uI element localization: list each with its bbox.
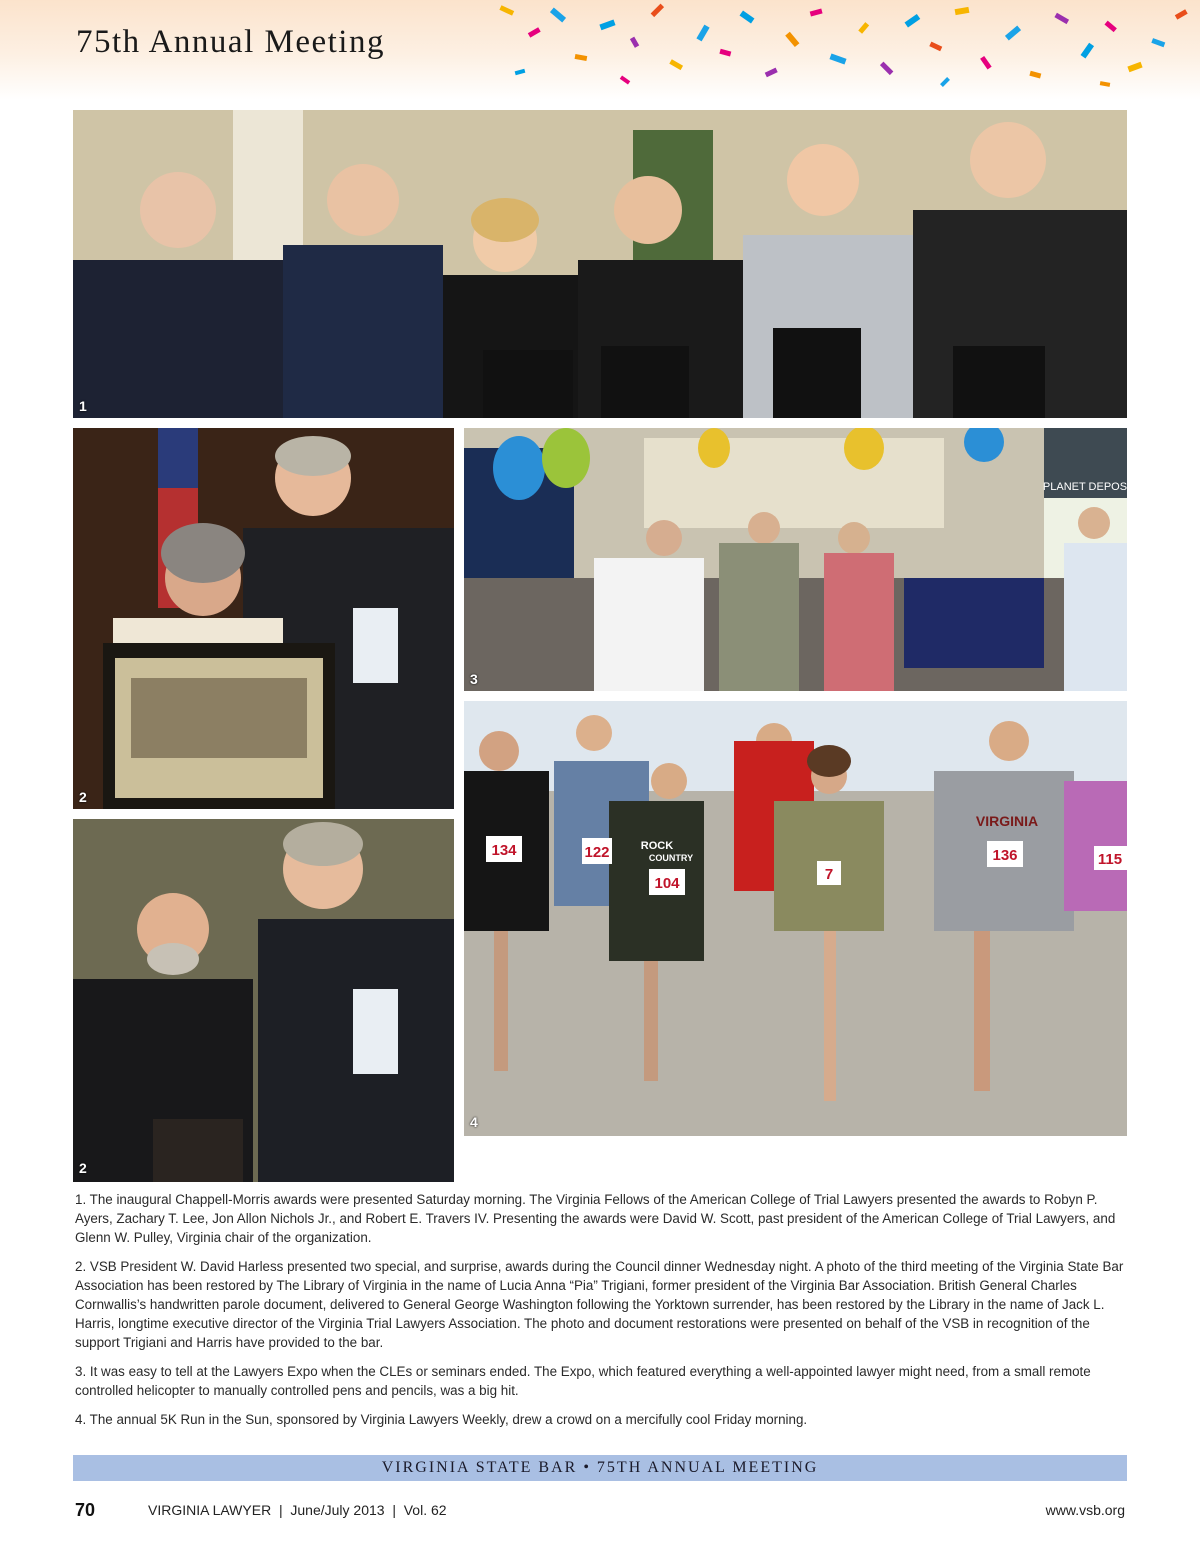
caption-1: 1. The inaugural Chappell-Morris awards were presented Saturday morning. The Virginia Fellows of the American College of Trial Lawyers presented the awards to Robyn P. Ayers, Zachary T. Lee, Jon Allon Nichols Jr., and Robert E. Travers IV. Presenting the awards were David W. Scott, past president of the American College of Trial Lawyers, and Glenn W. Pulley, Virginia chair of the organization. — [75, 1192, 1116, 1245]
caption-3: 3. It was easy to tell at the Lawyers Expo when the CLEs or seminars ended. The Expo, which featured everything a well-appointed lawyer might need, from a small remote controlled helicopter to manually controlled pens and pencils, was a big hit. — [75, 1364, 1091, 1398]
shirt-text-rock: ROCK — [640, 840, 674, 852]
caption-2: 2. VSB President W. David Harless presented two special, and surprise, awards during the Council dinner Wednesday night. A photo of the third meeting of the Virginia State Bar Association has been restored by The Library of Virginia in the name of Lucia Anna “Pia” Trigiani, former president of the Virginia Bar Association. British General Charles Cornwallis’s handwritten parole document, delivered to General George Washington following the Yorktown surrender, has been restored by the Library in the name of Jack L. Harris, longtime executive director of the Virginia Trial Lawyers Association. The photo and document restorations were presented on behalf of the VSB in recognition of the support Trigiani and Harris have provided to the bar. — [75, 1259, 1124, 1350]
photo-captions — [75, 1190, 1125, 1439]
photo-5k-run-image — [464, 701, 1127, 1136]
photo-award-recipients-image — [73, 110, 1127, 418]
race-bib-5: 136 — [992, 847, 1018, 864]
confetti-decoration — [480, 0, 1200, 95]
magazine-issue-line: VIRGINIA LAWYER | June/July 2013 | Vol. 62 — [148, 1502, 447, 1518]
photo-lawyers-expo-image — [464, 428, 1127, 691]
photo-number: 4 — [470, 1114, 478, 1130]
photo-framed-photo-presentation — [73, 428, 454, 809]
shirt-text-country: COUNTRY — [648, 853, 694, 863]
page-title: 75th Annual Meeting — [76, 24, 385, 60]
caption-4: 4. The annual 5K Run in the Sun, sponsored by Virginia Lawyers Weekly, drew a crowd on a mercifully cool Friday morning. — [75, 1412, 808, 1427]
photo-document-presentation — [73, 819, 454, 1182]
site-url-link[interactable]: www.vsb.org — [1045, 1502, 1125, 1518]
race-bib-1: 134 — [491, 842, 517, 859]
photo-number: 1 — [79, 398, 87, 414]
photo-number: 2 — [79, 789, 87, 805]
race-bib-3: 104 — [654, 875, 680, 892]
race-bib-4: 7 — [824, 866, 834, 883]
photo-number: 3 — [470, 671, 478, 687]
photo-5k-run — [464, 701, 1127, 1136]
photo-lawyers-expo — [464, 428, 1127, 691]
photo-document-presentation-image — [73, 819, 454, 1182]
race-bib-2: 122 — [584, 844, 610, 861]
footer-banner: VIRGINIA STATE BAR • 75TH ANNUAL MEETING — [73, 1455, 1127, 1481]
page-number: 70 — [75, 1500, 96, 1520]
planet-depos-sign: PLANET DEPOS — [1042, 481, 1127, 493]
photo-award-recipients — [73, 110, 1127, 418]
race-bib-6: 115 — [1097, 851, 1123, 868]
photo-number: 2 — [79, 1160, 87, 1176]
shirt-text-virginia: VIRGINIA — [975, 813, 1039, 829]
photo-framed-photo-presentation-image — [73, 428, 454, 809]
